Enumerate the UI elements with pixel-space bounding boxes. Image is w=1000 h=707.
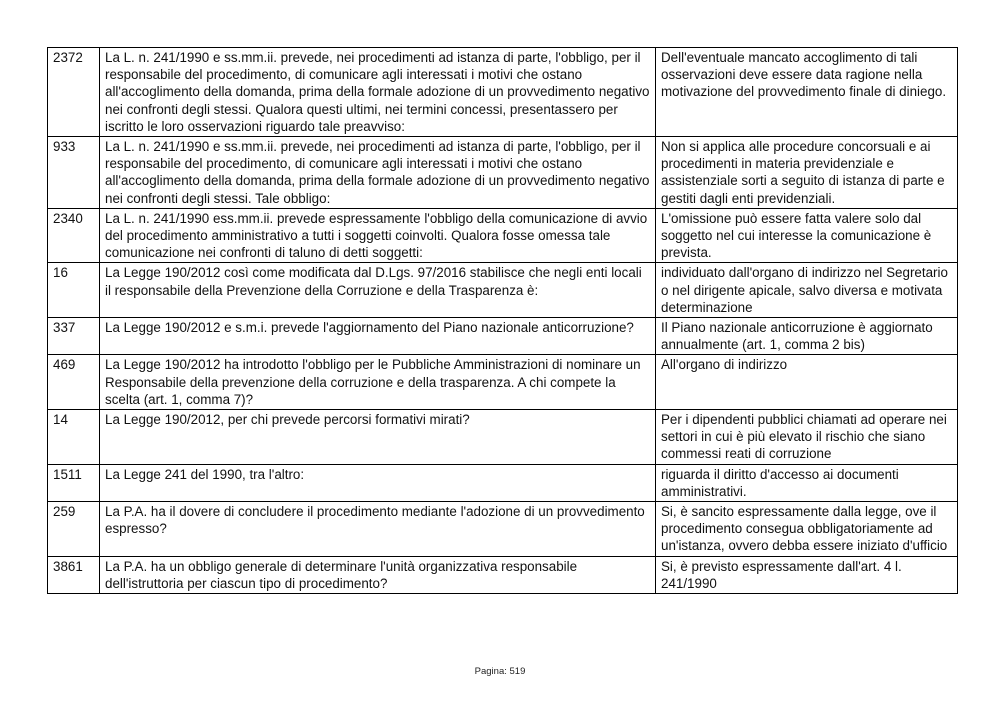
question-text: La L. n. 241/1990 e ss.mm.ii. prevede, nei procedimenti ad istanza di parte, l'obbligo, per il responsabile del procedimento, di comunicare agli interessati i motivi che ostano all'accoglimento della domanda, prima della formale adozione di un provvedimento negativo nei confronti degli stessi. Qualora questi ultimi, nei termini concessi, presentassero per iscritto le loro osservazioni riguardo tale preavviso: [100,48,656,137]
table-row [48,263,958,318]
table-row [48,137,958,209]
questions-table [47,47,958,594]
answer-text: Si, è sancito espressamente dalla legge, ove il procedimento consegua obbligatoriamente ad un'istanza, ovvero debba essere iniziato d'ufficio [656,502,958,557]
table-row [48,410,958,465]
answer-text: Non si applica alle procedure concorsuali e ai procedimenti in materia previdenziale e assistenziale sorti a seguito di istanza di parte e gestiti dagli enti previdenziali. [656,137,958,209]
question-id: 3861 [48,556,100,593]
question-id: 259 [48,502,100,557]
question-text: La L. n. 241/1990 ess.mm.ii. prevede espressamente l'obbligo della comunicazione di avvio del procedimento amministrativo a tutti i soggetti coinvolti. Qualora fosse omessa tale comunicazione nei confronti di taluno di detti soggetti: [100,208,656,263]
question-text: La P.A. ha il dovere di concludere il procedimento mediante l'adozione di un provvedimento espresso? [100,502,656,557]
question-id: 2340 [48,208,100,263]
table-row [48,502,958,557]
answer-text: Per i dipendenti pubblici chiamati ad operare nei settori in cui è più elevato il rischio che siano commessi reati di corruzione [656,410,958,465]
answer-text: Si, è previsto espressamente dall'art. 4 l. 241/1990 [656,556,958,593]
answer-text: L'omissione può essere fatta valere solo dal soggetto nel cui interesse la comunicazione è prevista. [656,208,958,263]
table-row [48,318,958,355]
page-number: Pagina: 519 [474,666,526,677]
question-text: La Legge 190/2012, per chi prevede percorsi formativi mirati? [100,410,656,465]
question-text: La Legge 190/2012 così come modificata dal D.Lgs. 97/2016 stabilisce che negli enti locali il responsabile della Prevenzione della Corruzione e della Trasparenza è: [100,263,656,318]
question-id: 16 [48,263,100,318]
table-row [48,355,958,410]
question-id: 1511 [48,464,100,501]
question-id: 933 [48,137,100,209]
table-row [48,208,958,263]
answer-text: individuato dall'organo di indirizzo nel Segretario o nel dirigente apicale, salvo diversa e motivata determinazione [656,263,958,318]
question-id: 469 [48,355,100,410]
table-row [48,48,958,137]
answer-text: Dell'eventuale mancato accoglimento di tali osservazioni deve essere data ragione nella motivazione del provvedimento finale di diniego. [656,48,958,137]
question-text: La L. n. 241/1990 e ss.mm.ii. prevede, nei procedimenti ad istanza di parte, l'obbligo, per il responsabile del procedimento, di comunicare agli interessati i motivi che ostano all'accoglimento della domanda, prima della formale adozione di un provvedimento negativo nei confronti degli stessi. Tale obbligo: [100,137,656,209]
question-id: 2372 [48,48,100,137]
question-text: La Legge 190/2012 e s.m.i. prevede l'aggiornamento del Piano nazionale anticorruzione? [100,318,656,355]
answer-text: riguarda il diritto d'accesso ai documenti amministrativi. [656,464,958,501]
table-row [48,464,958,501]
answer-text: Il Piano nazionale anticorruzione è aggiornato annualmente (art. 1, comma 2 bis) [656,318,958,355]
question-id: 14 [48,410,100,465]
question-id: 337 [48,318,100,355]
answer-text: All'organo di indirizzo [656,355,958,410]
question-text: La Legge 241 del 1990, tra l'altro: [100,464,656,501]
question-text: La P.A. ha un obbligo generale di determinare l'unità organizzativa responsabile dell'istruttoria per ciascun tipo di procedimento? [100,556,656,593]
question-text: La Legge 190/2012 ha introdotto l'obbligo per le Pubbliche Amministrazioni di nominare un Responsabile della prevenzione della corruzione e della trasparenza. A chi compete la scelta (art. 1, comma 7)? [100,355,656,410]
table-row [48,556,958,593]
